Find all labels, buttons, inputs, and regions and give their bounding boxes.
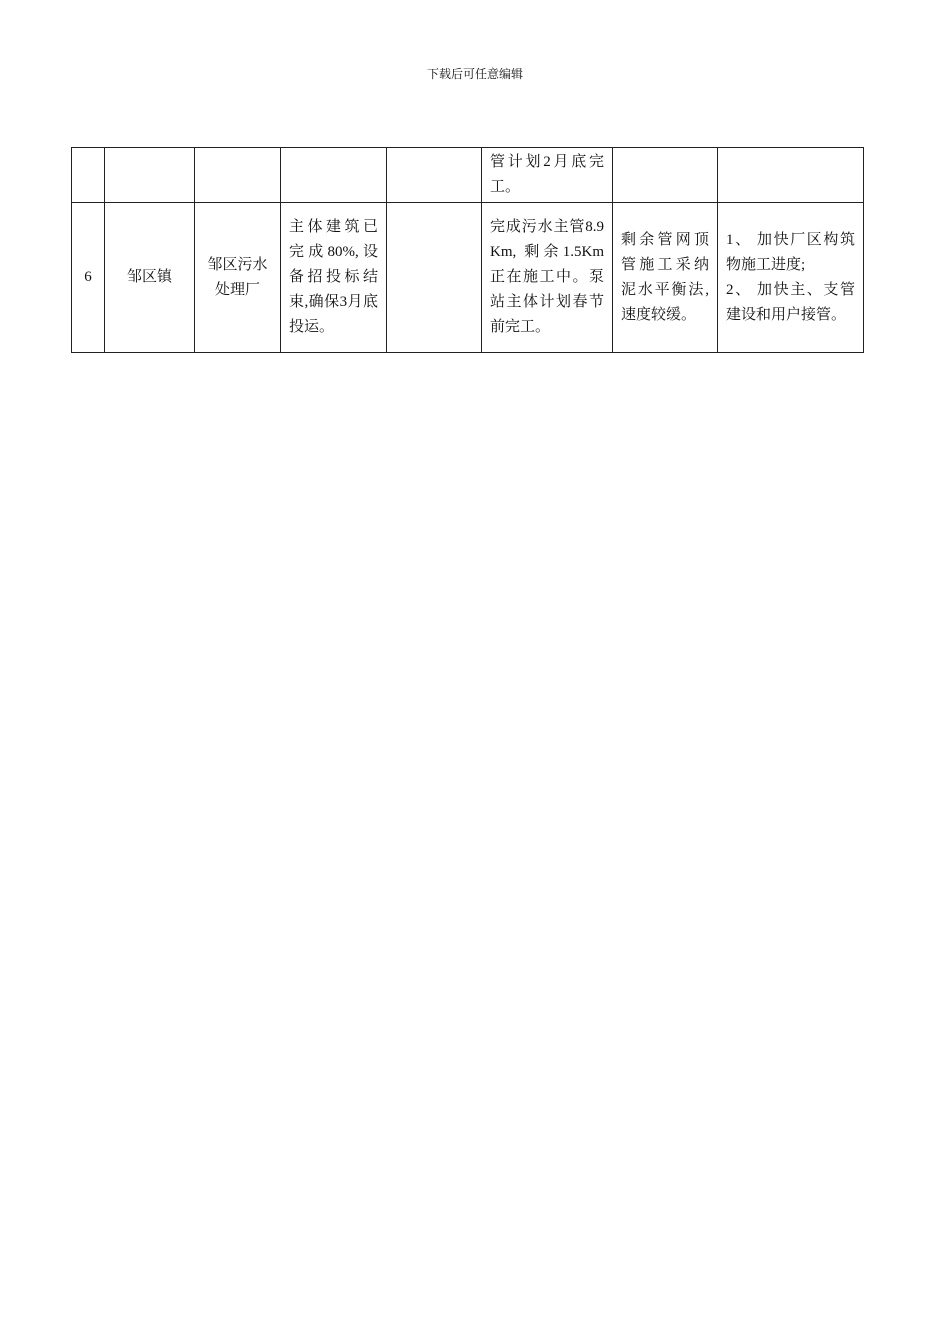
measures: 1、 加快厂区构筑物施工进度; 2、 加快主、支管建设和用户接管。 — [718, 203, 864, 353]
table-row — [72, 203, 864, 353]
table-cell — [613, 148, 718, 203]
table-cell — [105, 148, 195, 203]
page-header-note: 下载后可任意编辑 — [426, 67, 523, 81]
table-cell — [718, 148, 864, 203]
problems: 剩余管网顶管施工采纳泥水平衡法,速度较缓。 — [613, 203, 718, 353]
project-name: 邹区污水处理厂 — [195, 203, 281, 353]
table-cell — [195, 148, 281, 203]
plant-progress: 主体建筑已完成80%,设备招投标结束,确保3月底投运。 — [281, 203, 387, 353]
table-cell — [72, 148, 105, 203]
table-cell — [387, 148, 482, 203]
table-cell — [387, 203, 482, 353]
pipe-progress: 完成污水主管8.9Km, 剩余1.5Km正在施工中。泵站主体计划春节前完工。 — [482, 203, 613, 353]
row-index: 6 — [72, 203, 105, 353]
town-name: 邹区镇 — [105, 203, 195, 353]
table-cell — [281, 148, 387, 203]
table-row-continuation — [72, 148, 864, 203]
table-cell-pipe-progress: 管计划2月底完工。 — [482, 148, 613, 203]
progress-table — [71, 147, 864, 353]
